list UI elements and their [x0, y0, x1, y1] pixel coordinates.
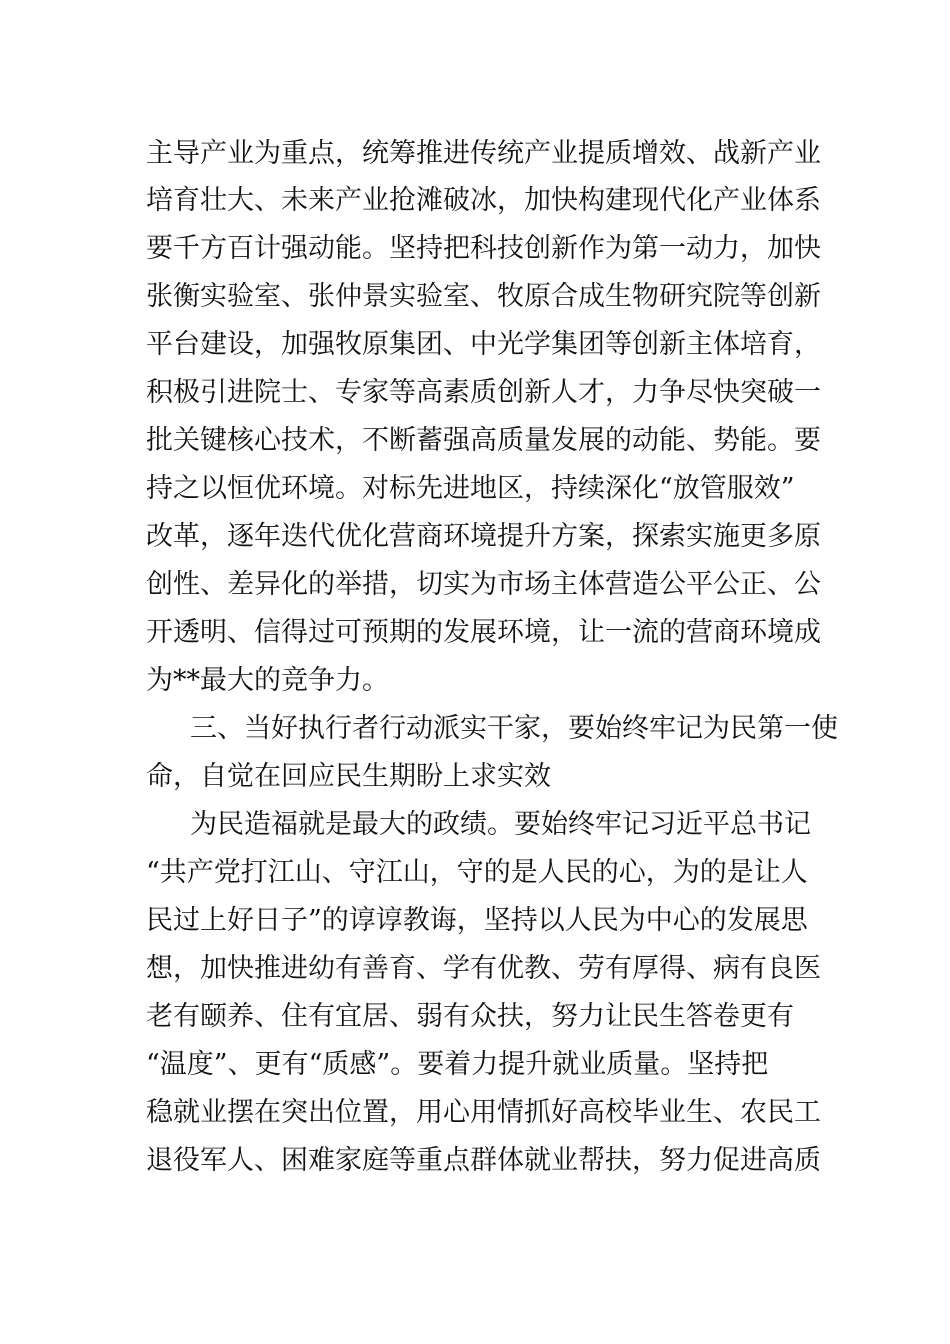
text-line: 退役军人、困难家庭等重点群体就业帮扶，努力促进高质 [146, 1145, 821, 1176]
text-line: 主导产业为重点，统筹推进传统产业提质增效、战新产业 [146, 138, 821, 169]
text-line: 稳就业摆在突出位置，用心用情抓好高校毕业生、农民工 [146, 1097, 821, 1128]
text-line: 创性、差异化的举措，切实为市场主体营造公平公正、公 [146, 569, 821, 600]
text-line: 为民造福就是最大的政绩。要始终牢记习近平总书记 [190, 809, 811, 840]
text-line: 平台建设，加强牧原集团、中光学集团等创新主体培育， [146, 329, 821, 360]
text-line: 积极引进院士、专家等高素质创新人才，力争尽快突破一 [146, 377, 821, 408]
section-heading-line: 命，自觉在回应民生期盼上求实效 [146, 761, 551, 792]
text-line: 老有颐养、住有宜居、弱有众扶，努力让民生答卷更有 [146, 1001, 794, 1032]
text-line: 民过上好日子”的谆谆教诲，坚持以人民为中心的发展思 [146, 905, 808, 936]
text-line: 改革，逐年迭代优化营商环境提升方案，探索实施更多原 [146, 521, 821, 552]
text-line: 培育壮大、未来产业抢滩破冰，加快构建现代化产业体系 [146, 185, 821, 216]
text-line: 要千方百计强动能。坚持把科技创新作为第一动力，加快 [146, 233, 821, 264]
text-line: 开透明、信得过可预期的发展环境，让一流的营商环境成 [146, 617, 821, 648]
text-line: 批关键核心技术，不断蓄强高质量发展的动能、势能。要 [146, 425, 821, 456]
section-heading-line: 三、当好执行者行动派实干家，要始终牢记为民第一使 [190, 713, 838, 744]
text-line: “温度”、更有“质感”。要着力提升就业质量。坚持把 [146, 1049, 769, 1080]
text-line: 想，加快推进幼有善育、学有优教、劳有厚得、病有良医 [146, 953, 821, 984]
text-line: 张衡实验室、张仲景实验室、牧原合成生物研究院等创新 [146, 281, 821, 312]
text-line: “共产党打江山、守江山，守的是人民的心，为的是让人 [146, 857, 808, 888]
text-line: 为**最大的竞争力。 [146, 665, 389, 696]
text-line: 持之以恒优环境。对标先进地区，持续深化“放管服效” [146, 473, 795, 504]
